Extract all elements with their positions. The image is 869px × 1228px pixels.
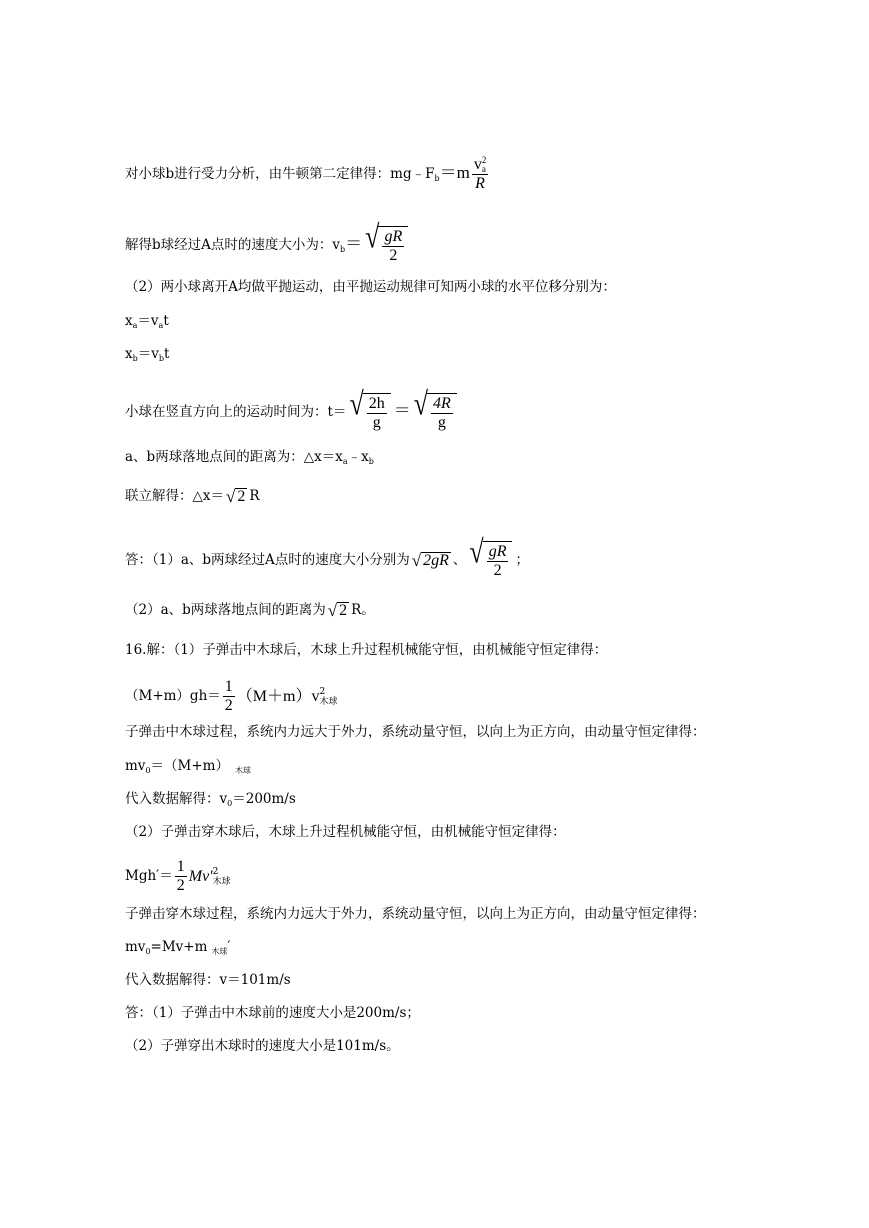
answer-part1-line bbox=[125, 533, 529, 580]
subscript: b bbox=[368, 457, 374, 466]
sqrt-gr-over-2: √ $\frac{gR}{2}$ bbox=[365, 226, 408, 265]
text: （M+m）gh＝ bbox=[125, 688, 221, 704]
equals: ＝ bbox=[393, 401, 411, 420]
subscript: 木球 bbox=[211, 947, 228, 956]
subscript: 0 bbox=[145, 947, 151, 956]
text: x bbox=[125, 313, 133, 329]
v-result-line: 代入数据解得：v＝101m/s bbox=[125, 972, 291, 988]
text: =Mv+m bbox=[150, 939, 208, 955]
subscript: 0 bbox=[227, 799, 233, 808]
subscript: a bbox=[132, 321, 138, 330]
part2-intro-line: （2）两小球离开A均做平抛运动，由平抛运动规律可知两小球的水平位移分别为： bbox=[125, 279, 616, 295]
text: Mgh′＝ bbox=[125, 868, 173, 884]
text: 解得b球经过A点时的速度大小为：v bbox=[125, 237, 341, 253]
numerator: 1 bbox=[224, 678, 233, 695]
radicand: 2 bbox=[237, 488, 246, 505]
numerator: v bbox=[473, 156, 482, 173]
superscript: 2 bbox=[212, 866, 219, 877]
momentum-setup-1: 子弹击中木球过程，系统内力远大于外力，系统动量守恒，以向上为正方向，由动量守恒定律得： bbox=[125, 724, 706, 740]
fraction-va2-over-r bbox=[472, 156, 489, 193]
energy-equation-2 bbox=[125, 858, 231, 895]
answer16-part1: 答：（1）子弹击中木球前的速度大小是200m/s； bbox=[125, 1005, 420, 1021]
text: ′ bbox=[227, 939, 231, 955]
text: 联立解得：△x＝ bbox=[125, 488, 224, 504]
text: Mv′ bbox=[188, 867, 213, 885]
answer16-part2: （2）子弹穿出木球时的速度大小是101m/s。 bbox=[125, 1038, 400, 1054]
xb-equation bbox=[125, 344, 169, 369]
text: ； bbox=[515, 552, 529, 568]
equals: ＝ bbox=[345, 234, 363, 253]
text: a、b两球落地点间的距离为：△x＝x bbox=[125, 449, 343, 465]
problem16-header: 16.解：（1）子弹击中木球后，木球上升过程机械能守恒，由机械能守恒定律得： bbox=[125, 642, 608, 658]
text: ＝v bbox=[137, 313, 159, 329]
subscript: a bbox=[158, 321, 164, 330]
text: R。 bbox=[351, 602, 375, 618]
text: mv bbox=[125, 758, 146, 774]
subscript: 木球 bbox=[319, 696, 338, 707]
answer-part2-line bbox=[125, 600, 375, 621]
momentum-setup-2: 子弹击穿木球过程，系统内力远大于外力，系统动量守恒，以向上为正方向，由动量守恒定律得： bbox=[125, 906, 706, 922]
sqrt-2gr: √ 2gR bbox=[411, 550, 449, 570]
denominator: 2 bbox=[176, 877, 185, 894]
text: 答：（1）a、b两球经过A点时的速度大小分别为 bbox=[125, 552, 410, 568]
text: ＝200m/s bbox=[232, 791, 296, 807]
denominator: g bbox=[437, 414, 446, 431]
numerator: 1 bbox=[176, 858, 185, 875]
subscript: 木球 bbox=[212, 876, 231, 887]
sqrt-gr-over-2: √ $\frac{gR}{2}$ bbox=[469, 541, 512, 580]
text: x bbox=[125, 346, 133, 362]
denominator: g bbox=[372, 414, 381, 431]
text: ＝（M+m） bbox=[150, 758, 229, 774]
equals-m: ＝m bbox=[439, 163, 470, 183]
subscript: b bbox=[434, 174, 440, 184]
text: ＝v bbox=[137, 346, 159, 362]
denominator: 2 bbox=[389, 247, 398, 264]
denominator: 2 bbox=[493, 562, 502, 579]
text: 小球在竖直方向上的运动时间为：t＝ bbox=[125, 404, 347, 420]
force-analysis-line bbox=[125, 156, 490, 193]
vb-solution-line bbox=[125, 218, 411, 265]
momentum-equation-2 bbox=[125, 937, 230, 962]
part2-energy-intro: （2）子弹击穿木球后，木球上升过程机械能守恒，由机械能守恒定律得： bbox=[125, 824, 566, 840]
distance-result-line bbox=[125, 486, 260, 507]
subscript: 木球 bbox=[234, 766, 251, 775]
sqrt-2h-over-g: √ $\frac{2h}{g}$ bbox=[349, 393, 390, 432]
energy-equation-1 bbox=[125, 678, 337, 715]
text: R bbox=[249, 488, 260, 504]
v0-result-line bbox=[125, 789, 296, 814]
subscript: 0 bbox=[145, 766, 151, 775]
denominator: R bbox=[475, 175, 485, 193]
numerator: gR bbox=[384, 228, 403, 245]
radicand: 2gR bbox=[423, 552, 449, 569]
subscript: b bbox=[132, 354, 138, 363]
time-equation-line bbox=[125, 385, 460, 432]
text: 、 bbox=[452, 552, 467, 568]
radicand: 2 bbox=[339, 602, 348, 619]
numerator: 4R bbox=[433, 395, 451, 412]
text: 代入数据解得：v bbox=[125, 791, 228, 807]
text: t bbox=[163, 313, 169, 329]
numerator: 2h bbox=[368, 395, 385, 412]
fraction-half bbox=[175, 858, 187, 895]
fraction-half bbox=[223, 678, 235, 715]
text: ﹣x bbox=[347, 449, 369, 465]
subscript: b bbox=[158, 354, 165, 363]
sqrt-2: √ 2 bbox=[327, 600, 348, 620]
momentum-equation-1 bbox=[125, 756, 251, 781]
text: （M＋m）v bbox=[236, 687, 320, 705]
subscript: a bbox=[342, 457, 348, 466]
text: mv bbox=[125, 939, 146, 955]
sqrt-2: √ 2 bbox=[226, 486, 246, 506]
text: 对小球b进行受力分析，由牛顿第二定律得：mg﹣F bbox=[125, 166, 435, 183]
numerator: gR bbox=[488, 543, 507, 560]
sqrt-4r-over-g: √ $\frac{4R}{g}$ bbox=[414, 393, 457, 432]
superscript: 2 bbox=[319, 686, 326, 697]
distance-definition-line bbox=[125, 447, 374, 472]
superscript: 2 bbox=[481, 155, 487, 166]
subscript: b bbox=[340, 245, 346, 254]
text: t bbox=[164, 346, 170, 362]
denominator: 2 bbox=[224, 697, 233, 714]
xa-equation bbox=[125, 311, 169, 336]
text: （2）a、b两球落地点间的距离为 bbox=[125, 602, 326, 618]
subscript: a bbox=[481, 164, 486, 175]
